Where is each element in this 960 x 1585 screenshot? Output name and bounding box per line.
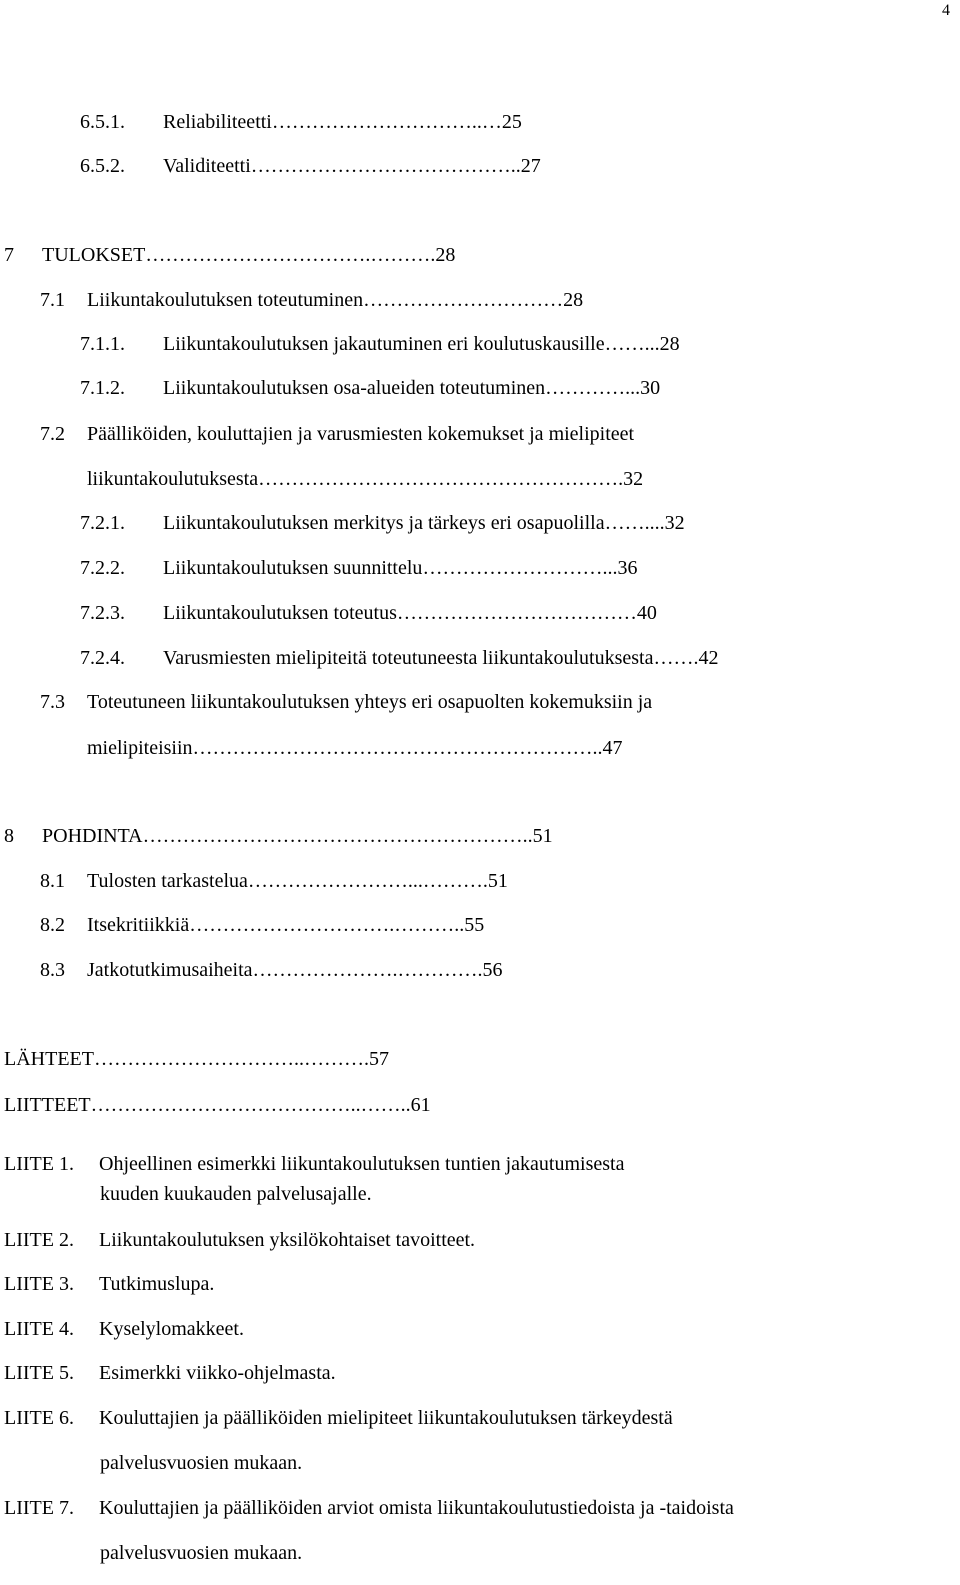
toc-leader: ………………………… — [363, 289, 564, 311]
toc-leader: …………………………..… — [271, 111, 502, 133]
appendix-item — [4, 1272, 214, 1296]
toc-entry — [80, 154, 541, 178]
toc-title: Liikuntakoulutuksen merkitys ja tärkeys eri osapuolilla — [163, 512, 605, 534]
toc-entry — [40, 869, 508, 893]
toc-number: 8.2 — [40, 914, 65, 936]
toc-title: Varusmiesten mielipiteitä toteutuneesta liikuntakoulutuksesta — [163, 647, 654, 669]
toc-leader: …………………………………………………….. — [192, 737, 603, 759]
toc-number: 7 — [4, 244, 14, 266]
appendix-label: LIITE 6. — [4, 1407, 74, 1429]
toc-leader: …………………………….………. — [145, 244, 436, 266]
toc-page: 47 — [602, 737, 623, 759]
toc-number: 7.1.1. — [80, 333, 125, 355]
toc-entry — [80, 601, 657, 625]
toc-page: 42 — [698, 647, 719, 669]
appendix-label: LIITE 2. — [4, 1229, 74, 1251]
toc-title: Liikuntakoulutuksen suunnittelu — [163, 557, 423, 579]
toc-number: 7.2.2. — [80, 557, 125, 579]
appendix-label: LIITE 3. — [4, 1273, 74, 1295]
toc-number: 8 — [4, 825, 14, 847]
toc-leader: ………………………... — [422, 557, 618, 579]
appendix-label: LIITE 1. — [4, 1153, 74, 1175]
toc-number: 7.2.1. — [80, 512, 125, 534]
appendix-item — [4, 1406, 673, 1430]
toc-entry — [87, 467, 643, 491]
toc-leader: ………………………………………………….. — [142, 825, 533, 847]
toc-page: 40 — [636, 602, 657, 624]
toc-leader: ………………….…………. — [252, 959, 483, 981]
toc-page: 28 — [659, 333, 680, 355]
toc-entry — [80, 332, 680, 356]
page-number: 4 — [942, 2, 950, 19]
toc-page: 51 — [487, 870, 508, 892]
toc-number: 8.3 — [40, 959, 65, 981]
toc-entry — [87, 736, 623, 760]
toc-entry — [80, 511, 685, 535]
toc-leader: …………………………………..…….. — [90, 1094, 411, 1116]
appendix-text: Liikuntakoulutuksen yksilökohtaiset tavoitteet. — [99, 1229, 476, 1251]
toc-page: 32 — [664, 512, 685, 534]
toc-leader: ……. — [653, 647, 699, 669]
toc-title: TULOKSET — [42, 244, 146, 266]
toc-leader: …….... — [604, 512, 665, 534]
appendix-item — [4, 1317, 244, 1341]
appendix-text: Kouluttajien ja päälliköiden mielipiteet liikuntakoulutuksen tärkeydestä — [99, 1407, 673, 1429]
toc-title: LÄHTEET — [4, 1048, 94, 1070]
toc-leader: ……………………...………. — [247, 870, 488, 892]
toc-entry — [80, 110, 522, 134]
appendix-text-continued: palvelusvuosien mukaan. — [100, 1542, 303, 1564]
appendix-text: Esimerkki viikko-ohjelmasta. — [99, 1362, 336, 1384]
toc-page: 36 — [617, 557, 638, 579]
toc-entry — [4, 243, 455, 267]
toc-leader: …………………………..………. — [93, 1048, 369, 1070]
toc-entry — [80, 556, 637, 580]
toc-title: Tulosten tarkastelua — [87, 870, 248, 892]
toc-number: 7.3 — [40, 691, 65, 713]
appendix-text: Tutkimuslupa. — [99, 1273, 215, 1295]
toc-page: 51 — [532, 825, 553, 847]
toc-title: Validiteetti — [163, 155, 251, 177]
toc-entry — [40, 958, 503, 982]
toc-entry — [40, 288, 583, 312]
toc-leader: ……………………………… — [396, 602, 637, 624]
toc-title: Liikuntakoulutuksen toteutus — [163, 602, 397, 624]
appendix-label: LIITE 7. — [4, 1497, 74, 1519]
toc-entry — [4, 824, 553, 848]
toc-leader: ………………………….……….. — [189, 914, 465, 936]
toc-page: 27 — [520, 155, 541, 177]
toc-title: mielipiteisiin — [87, 737, 193, 759]
toc-number: 7.2.3. — [80, 602, 125, 624]
toc-entry — [4, 1093, 431, 1117]
appendix-text: Kyselylomakkeet. — [99, 1318, 244, 1340]
appendix-label: LIITE 5. — [4, 1362, 74, 1384]
appendix-text: Kouluttajien ja päälliköiden arviot omista liikuntakoulutustiedoista ja -taidoista — [99, 1497, 734, 1519]
toc-entry — [4, 1047, 389, 1071]
toc-title: Reliabiliteetti — [163, 111, 272, 133]
appendix-item — [4, 1152, 624, 1176]
toc-entry — [40, 690, 652, 714]
toc-title: Toteutuneen liikuntakoulutuksen yhteys eri osapuolten kokemuksiin ja — [87, 691, 653, 713]
toc-page: 55 — [464, 914, 485, 936]
toc-leader: ……... — [604, 333, 660, 355]
appendix-item — [4, 1496, 734, 1520]
toc-entry — [80, 646, 718, 670]
toc-title: Päälliköiden, kouluttajien ja varusmiesten kokemukset ja mielipiteet — [87, 423, 635, 445]
appendix-item — [4, 1228, 475, 1252]
toc-title: POHDINTA — [42, 825, 143, 847]
toc-number: 7.1.2. — [80, 377, 125, 399]
toc-leader: ………………………………….. — [250, 155, 521, 177]
toc-page: 57 — [368, 1048, 389, 1070]
toc-title: LIITTEET — [4, 1094, 91, 1116]
toc-page: 32 — [623, 468, 644, 490]
toc-entry — [40, 913, 484, 937]
toc-title: Liikuntakoulutuksen osa-alueiden toteutuminen — [163, 377, 546, 399]
toc-title: Liikuntakoulutuksen toteutuminen — [87, 289, 364, 311]
toc-page: 28 — [563, 289, 584, 311]
toc-number: 7.1 — [40, 289, 65, 311]
toc-entry — [40, 422, 634, 446]
toc-page: 61 — [410, 1094, 431, 1116]
toc-number: 6.5.2. — [80, 155, 125, 177]
toc-page: 30 — [640, 377, 661, 399]
toc-title: liikuntakoulutuksesta — [87, 468, 259, 490]
toc-page: 28 — [435, 244, 456, 266]
appendix-label: LIITE 4. — [4, 1318, 74, 1340]
toc-title: Jatkotutkimusaiheita — [87, 959, 253, 981]
toc-title: Itsekritiikkiä — [87, 914, 190, 936]
appendix-text-continued: kuuden kuukauden palvelusajalle. — [100, 1183, 372, 1205]
toc-number: 7.2 — [40, 423, 65, 445]
toc-page: 25 — [501, 111, 522, 133]
toc-number: 7.2.4. — [80, 647, 125, 669]
toc-entry — [80, 376, 660, 400]
toc-page: 56 — [482, 959, 503, 981]
appendix-text-continued: palvelusvuosien mukaan. — [100, 1452, 303, 1474]
toc-number: 8.1 — [40, 870, 65, 892]
appendix-text: Ohjeellinen esimerkki liikuntakoulutuksen tuntien jakautumisesta — [99, 1153, 625, 1175]
toc-leader: …………... — [545, 377, 641, 399]
toc-number: 6.5.1. — [80, 111, 125, 133]
toc-leader: ………………………………………………. — [258, 468, 624, 490]
toc-title: Liikuntakoulutuksen jakautuminen eri koulutuskausille — [163, 333, 605, 355]
appendix-item — [4, 1361, 336, 1385]
